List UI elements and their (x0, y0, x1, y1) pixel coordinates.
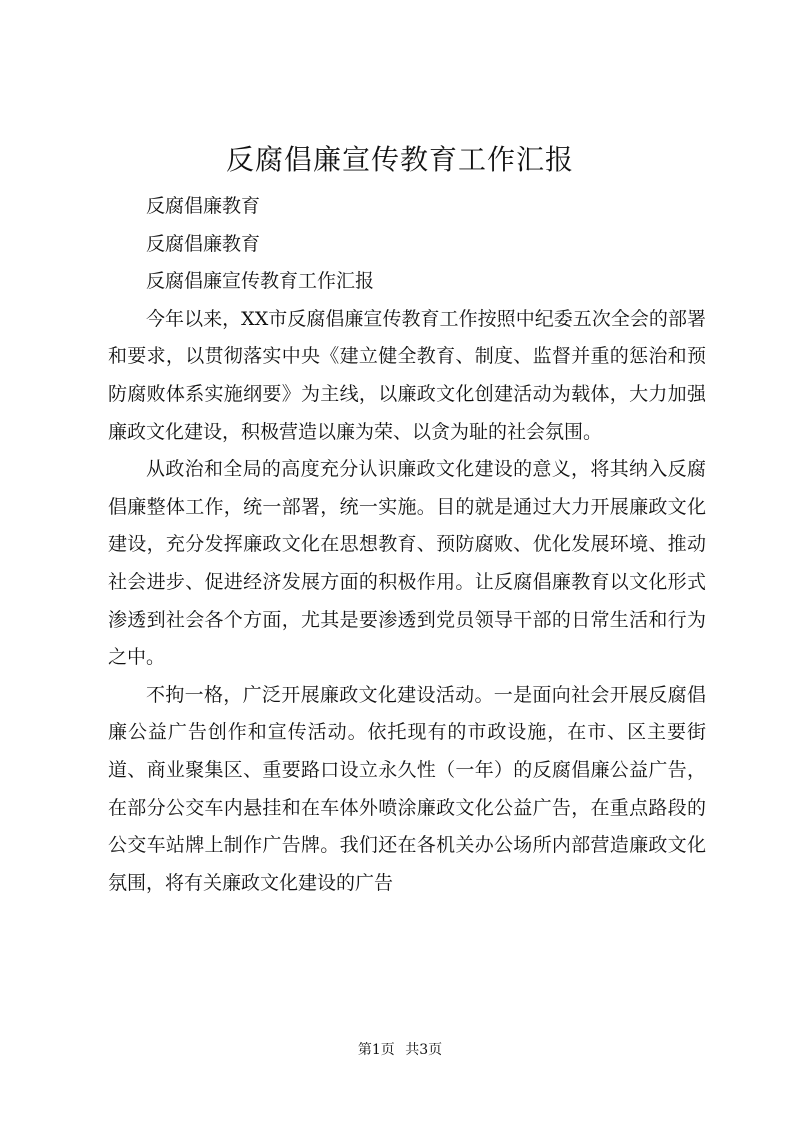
paragraph-activities: 不拘一格，广泛开展廉政文化建设活动。一是面向社会开展反腐倡廉公益广告创作和宣传活动。依托现有的市政设施，在市、区主要街道、商业聚集区、重要路口设立永久性（一年）的反腐倡廉公益广告，在部分公交车内悬挂和在车体外喷涂廉政文化公益广告，在重点路段的公交车站牌上制作广告牌。我们还在各机关办公场所内部营造廉政文化氛围，将有关廉政文化建设的广告 (108, 683, 706, 894)
paragraph-subtitle-2: 反腐倡廉教育 (146, 232, 261, 255)
paragraph-subtitle-1: 反腐倡廉教育 (146, 195, 261, 217)
document-title: 反腐倡廉宣传教育工作汇报 (225, 143, 574, 176)
page-footer (0, 1040, 800, 1060)
paragraph-significance: 从政治和全局的高度充分认识廉政文化建设的意义，将其纳入反腐倡廉整体工作，统一部署，统一实施。目的就是通过大力开展廉政文化建设，充分发挥廉政文化在思想教育、预防腐败、优化发展环境、推动社会进步、促进经济发展方面的积极作用。让反腐倡廉教育以文化形式渗透到社会各个方面，尤其是要渗透到党员领导干部的日常生活和行为之中。 (108, 458, 706, 669)
paragraph-subtitle-3: 反腐倡廉宣传教育工作汇报 (146, 270, 375, 293)
document-body (108, 188, 706, 902)
page-number: 第1页 (357, 1042, 395, 1058)
paragraph-intro: 今年以来，XX市反腐倡廉宣传教育工作按照中纪委五次全会的部署和要求，以贯彻落实中央《建立健全教育、制度、监督并重的惩治和预防腐败体系实施纲要》为主线，以廉政文化创建活动为载体，大力加强廉政文化建设，积极营造以廉为荣、以贪为耻的社会氛围。 (108, 307, 706, 443)
page-total: 共3页 (405, 1042, 443, 1058)
